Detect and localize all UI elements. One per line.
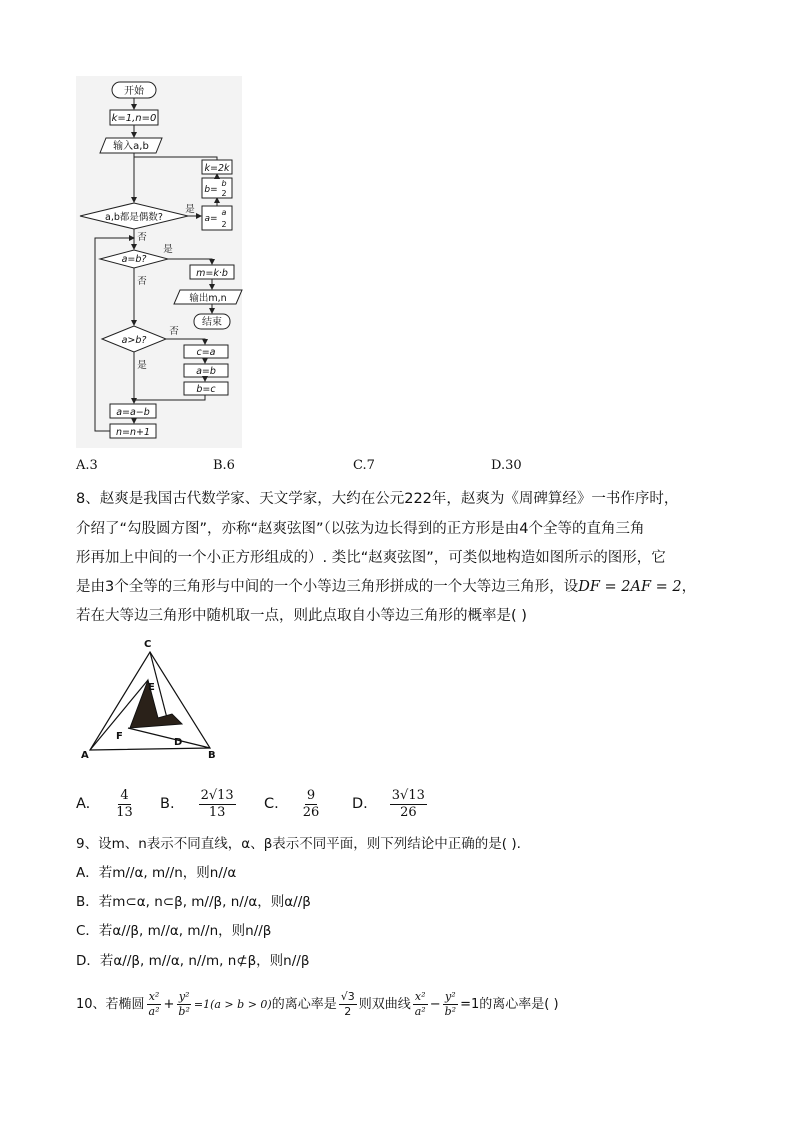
q8-option-d-num: 3√13 bbox=[391, 787, 425, 803]
a-half-den: 2 bbox=[221, 220, 227, 229]
q10-mid2: 则双曲线 bbox=[358, 996, 411, 1012]
no3-label: 否 bbox=[169, 326, 179, 337]
q9-option-b: B．若m⊂α, n⊂β, m//β, n//α，则α//β bbox=[76, 894, 311, 910]
flowchart bbox=[0, 0, 794, 460]
q9-option-a: A．若m//α, m//n，则n//α bbox=[76, 865, 237, 881]
q10-e2-num2: y² bbox=[445, 989, 456, 1003]
q10-mid: 的离心率是 bbox=[271, 996, 337, 1012]
q8-line-2: 介绍了“勾股圆方图”，亦称“赵爽弦图”（以弦为边长得到的正方形是由4个全等的直角三角 bbox=[76, 521, 645, 537]
output-label: 输出m,n bbox=[189, 293, 227, 304]
q8-line-4 bbox=[76, 580, 696, 595]
a-half-num: a bbox=[221, 208, 227, 217]
q8-option-c-num: 9 bbox=[306, 787, 316, 803]
cond-even-label: a,b都是偶数? bbox=[105, 212, 163, 223]
q10-plus: + bbox=[163, 996, 175, 1012]
q10-suffix: 的离心率是( ) bbox=[479, 996, 559, 1012]
q8-option-a-num: 4 bbox=[120, 787, 129, 803]
q8-line-4-math: DF = 2AF = 2 bbox=[578, 579, 682, 595]
q9-option-c: C．若α//β, m//α, m//n，则n//β bbox=[76, 923, 272, 939]
q7-option-b: B.6 bbox=[213, 458, 235, 473]
q8-option-b-letter: B. bbox=[160, 795, 175, 812]
b-assign-label: b=c bbox=[196, 384, 216, 395]
c-assign-label: c=a bbox=[196, 347, 216, 358]
q8-option-c bbox=[264, 784, 323, 824]
q8-line-1: 8、赵爽是我国古代数学家、天文学家，大约在公元222年，赵爽为《周碑算经》一书作序时， bbox=[76, 491, 679, 507]
q9-option-d: D．若α//β, m//α, n//m, n⊄β，则n//β bbox=[76, 953, 310, 969]
q8-option-a bbox=[76, 784, 137, 824]
q8-option-c-letter: C. bbox=[264, 795, 279, 812]
q10-e2-den2: b² bbox=[444, 1004, 457, 1018]
label-f: F bbox=[116, 731, 123, 742]
b-half-lhs: b= bbox=[204, 185, 218, 195]
b-half-den: 2 bbox=[221, 189, 227, 198]
a-assign-label: a=b bbox=[196, 366, 216, 377]
triangle-figure bbox=[76, 632, 226, 760]
no1-label: 否 bbox=[137, 232, 147, 243]
q10-e1-num1: x² bbox=[148, 989, 160, 1003]
b-half-num: b bbox=[221, 179, 227, 188]
q8-option-b bbox=[160, 784, 238, 824]
end-label: 结束 bbox=[202, 317, 222, 328]
q10-ecc-den: 2 bbox=[344, 1004, 352, 1018]
q8-option-b-den: 13 bbox=[208, 804, 226, 820]
q10-e1-den2: b² bbox=[178, 1004, 190, 1018]
line-b-f bbox=[128, 728, 210, 748]
small-triangle bbox=[130, 680, 182, 728]
q8-line-5: 若在大等边三角形中随机取一点，则此点取自小等边三角形的概率是( ) bbox=[76, 608, 527, 624]
yes1-label: 是 bbox=[185, 204, 195, 215]
label-e: E bbox=[148, 682, 155, 693]
input-label: 输入a,b bbox=[113, 141, 149, 152]
q10-cond: =1(a > b > 0) bbox=[193, 997, 272, 1011]
label-a: A bbox=[81, 750, 89, 760]
yes3-label: 是 bbox=[137, 360, 147, 371]
q10-minus: − bbox=[429, 996, 441, 1012]
q10-e2-num1: x² bbox=[414, 989, 426, 1003]
q8-option-d-letter: D. bbox=[352, 795, 368, 812]
q7-option-c: C.7 bbox=[353, 458, 375, 473]
q10-prefix: 10、若椭圆 bbox=[76, 996, 145, 1012]
q8-line-3: 形再加上中间的一个小正方形组成的）. 类比“赵爽弦图”，可类似地构造如图所示的图形，它 bbox=[76, 550, 666, 566]
q8-line-4-end: ， bbox=[681, 579, 697, 595]
a-minus-label: a=a−b bbox=[116, 407, 150, 418]
q7-option-d: D.30 bbox=[491, 458, 522, 473]
label-b: B bbox=[208, 750, 216, 760]
q8-line-4-text: 是由3个全等的三角形与中间的一个小等边三角形拼成的一个大等边三角形，设 bbox=[76, 579, 579, 595]
init-label: k=1,n=0 bbox=[111, 113, 157, 124]
start-label: 开始 bbox=[124, 86, 144, 97]
q8-option-d-den: 26 bbox=[400, 804, 417, 820]
q10-line bbox=[76, 986, 559, 1022]
q8-option-c-den: 26 bbox=[302, 804, 320, 820]
label-d: D bbox=[174, 737, 183, 748]
n-inc-label: n=n+1 bbox=[115, 427, 151, 438]
q10-ecc-num: √3 bbox=[340, 989, 355, 1003]
q7-option-a: A.3 bbox=[76, 458, 98, 473]
q8-option-b-num: 2√13 bbox=[200, 787, 234, 803]
yes2-label: 是 bbox=[163, 244, 173, 255]
no2-label: 否 bbox=[137, 276, 147, 287]
cond-greater-label: a>b? bbox=[121, 335, 147, 346]
q9-stem: 9、设m、n表示不同直线，α、β表示不同平面，则下列结论中正确的是( ). bbox=[76, 836, 521, 852]
q10-e1-num2: y² bbox=[178, 989, 190, 1003]
q10-e1-den1: a² bbox=[148, 1004, 160, 1018]
cond-equal-label: a=b? bbox=[121, 254, 147, 265]
q8-option-a-letter: A. bbox=[76, 795, 91, 812]
q10-eq1: =1 bbox=[460, 996, 480, 1012]
m-assign-label: m=k·b bbox=[196, 268, 228, 279]
label-c: C bbox=[144, 639, 152, 650]
k-double-label: k=2k bbox=[204, 163, 230, 174]
q10-e2-den1: a² bbox=[414, 1004, 426, 1018]
a-half-lhs: a= bbox=[204, 214, 218, 224]
q8-option-a-den: 13 bbox=[116, 804, 133, 820]
q8-option-d bbox=[352, 784, 429, 824]
